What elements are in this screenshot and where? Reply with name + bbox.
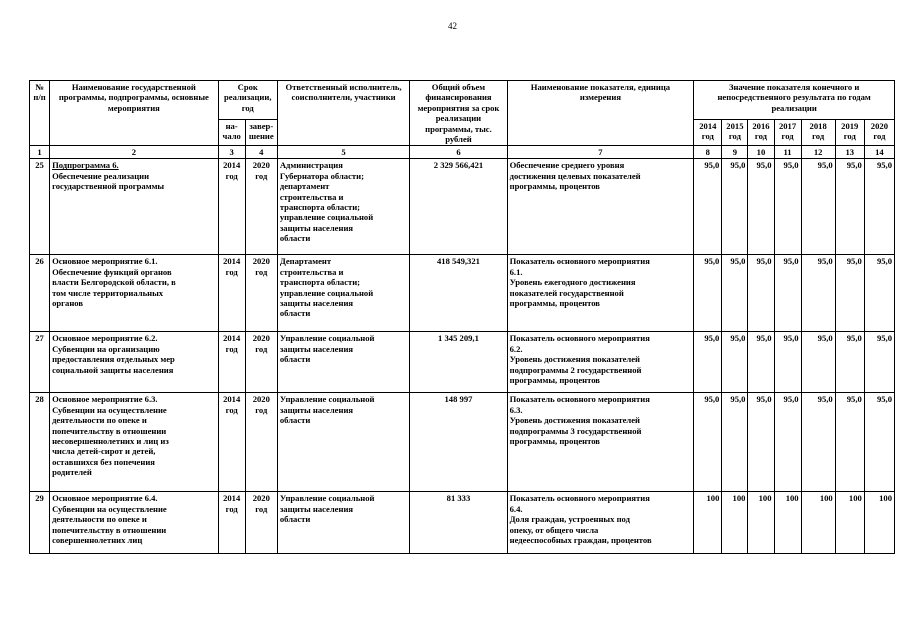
- start-line: 2014: [223, 256, 241, 267]
- row-start: [218, 393, 245, 492]
- table-row: [30, 332, 895, 393]
- name-line: Обеспечение функций органов: [52, 266, 172, 277]
- header-year: [694, 119, 722, 146]
- row-value: 95,0: [774, 393, 801, 492]
- row-value: 95,0: [694, 255, 722, 332]
- row-value: 95,0: [801, 159, 835, 255]
- indicator-line: показателей государственной: [509, 287, 624, 298]
- column-number: 2: [50, 146, 219, 159]
- row-value: 100: [801, 492, 835, 554]
- indicator-line: Показатель основного мероприятия: [509, 493, 650, 504]
- row-name: [50, 159, 219, 255]
- row-volume: 2 329 566,421: [410, 159, 507, 255]
- header-row-1: [30, 81, 895, 120]
- page-number: 42: [448, 21, 457, 31]
- header-year: [774, 119, 801, 146]
- executor-line: области: [279, 308, 311, 319]
- row-end: [245, 332, 277, 393]
- row-value: 95,0: [748, 159, 774, 255]
- start-line: год: [225, 266, 238, 277]
- row-value: 100: [748, 492, 774, 554]
- name-line: государственной программы: [52, 181, 165, 192]
- indicator-line: Показатель основного мероприятия: [509, 256, 650, 267]
- year-unit: год: [728, 130, 741, 141]
- row-value: 95,0: [748, 393, 774, 492]
- indicator-line: достижения целевых показателей: [509, 170, 641, 181]
- end-line: 2020: [252, 394, 270, 405]
- row-value: 100: [835, 492, 864, 554]
- row-name: [50, 492, 219, 554]
- row-name: [50, 255, 219, 332]
- row-end: [245, 393, 277, 492]
- column-number: 1: [30, 146, 50, 159]
- row-start: [218, 255, 245, 332]
- row-value: 95,0: [835, 393, 864, 492]
- row-value: 95,0: [774, 255, 801, 332]
- indicator-line: подпрограммы 2 государственной: [509, 364, 642, 375]
- indicator-line: программы, процентов: [509, 436, 600, 447]
- row-end: [245, 492, 277, 554]
- row-value: 95,0: [774, 332, 801, 393]
- indicator-line: Уровень ежегодного достижения: [509, 277, 636, 288]
- row-value: 100: [694, 492, 722, 554]
- year-unit: год: [812, 130, 825, 141]
- end-line: год: [255, 343, 268, 354]
- row-indicator: [507, 393, 694, 492]
- executor-line: строительства и: [279, 191, 344, 202]
- column-number: 14: [864, 146, 894, 159]
- header-indicator: Наименование показателя, единица измерения: [507, 81, 694, 146]
- executor-line: строительства и: [279, 266, 344, 277]
- row-start: [218, 332, 245, 393]
- row-end: [245, 255, 277, 332]
- name-line: совершеннолетних лиц: [52, 535, 143, 546]
- header-executor: Ответственный исполнитель, соисполнители, участники: [277, 81, 409, 146]
- name-line: деятельности по опеке и: [52, 415, 147, 426]
- indicator-line: Показатель основного мероприятия: [509, 394, 650, 405]
- subprogram-title: Подпрограмма 6.: [52, 160, 119, 171]
- row-value: 95,0: [694, 332, 722, 393]
- name-line: органов: [52, 298, 84, 309]
- row-volume: 81 333: [410, 492, 507, 554]
- row-number: 26: [30, 255, 50, 332]
- row-number: 29: [30, 492, 50, 554]
- name-line: Обеспечение реализации: [52, 170, 150, 181]
- header-term-end: завер-шение: [245, 119, 277, 146]
- indicator-line: программы, процентов: [509, 375, 600, 386]
- row-value: 100: [722, 492, 748, 554]
- executor-line: защиты населения: [279, 404, 354, 415]
- executor-line: управление социальной: [279, 287, 374, 298]
- header-term: Срок реализации, год: [218, 81, 277, 120]
- row-executor: [277, 255, 409, 332]
- start-line: год: [225, 170, 238, 181]
- name-line: Субвенции на осуществление: [52, 503, 167, 514]
- table-row: [30, 492, 895, 554]
- row-value: 95,0: [801, 393, 835, 492]
- indicator-line: программы, процентов: [509, 181, 600, 192]
- row-end: [245, 159, 277, 255]
- executor-line: области: [279, 233, 311, 244]
- name-line: попечительству в отношении: [52, 524, 167, 535]
- start-line: год: [225, 404, 238, 415]
- indicator-line: 6.4.: [509, 503, 523, 514]
- row-name: [50, 332, 219, 393]
- row-value: 95,0: [722, 255, 748, 332]
- row-executor: [277, 492, 409, 554]
- row-executor: [277, 159, 409, 255]
- row-value: 95,0: [748, 332, 774, 393]
- executor-line: защиты населения: [279, 503, 354, 514]
- table-body: [30, 146, 895, 554]
- start-line: год: [225, 503, 238, 514]
- executor-line: защиты населения: [279, 222, 354, 233]
- row-value: 95,0: [774, 159, 801, 255]
- executor-line: Губернатора области;: [279, 170, 364, 181]
- indicator-line: Доля граждан, устроенных под: [509, 514, 630, 525]
- name-line: числа детей-сирот и детей,: [52, 446, 156, 457]
- program-table: [29, 80, 895, 554]
- column-number: 6: [410, 146, 507, 159]
- executor-line: защиты населения: [279, 298, 354, 309]
- row-volume: 1 345 209,1: [410, 332, 507, 393]
- name-line: том числе территориальных: [52, 287, 164, 298]
- executor-line: транспорта области;: [279, 202, 361, 213]
- row-start: [218, 159, 245, 255]
- start-line: год: [225, 343, 238, 354]
- executor-line: Департамент: [279, 256, 332, 267]
- executor-line: Управление социальной: [279, 394, 375, 405]
- year-label: 2020: [870, 120, 888, 131]
- row-value: 100: [864, 492, 894, 554]
- indicator-line: Уровень достижения показателей: [509, 354, 640, 365]
- column-number: 8: [694, 146, 722, 159]
- name-line: социальной защиты населения: [52, 364, 174, 375]
- table-row: [30, 255, 895, 332]
- executor-line: защиты населения: [279, 343, 354, 354]
- row-indicator: [507, 492, 694, 554]
- name-line: Основное мероприятие 6.4.: [52, 493, 158, 504]
- row-value: 95,0: [694, 393, 722, 492]
- row-indicator: [507, 332, 694, 393]
- year-unit: год: [843, 130, 856, 141]
- column-number: 3: [218, 146, 245, 159]
- end-line: 2020: [252, 493, 270, 504]
- row-value: 95,0: [864, 393, 894, 492]
- end-line: год: [255, 170, 268, 181]
- row-volume: 418 549,321: [410, 255, 507, 332]
- executor-line: управление социальной: [279, 212, 374, 223]
- end-line: год: [255, 503, 268, 514]
- row-executor: [277, 393, 409, 492]
- row-number: 27: [30, 332, 50, 393]
- column-number: 11: [774, 146, 801, 159]
- header-values: Значение показателя конечного и непосредственного результата по годам реализации: [694, 81, 895, 120]
- column-number: 13: [835, 146, 864, 159]
- end-line: год: [255, 266, 268, 277]
- header-num: № п/п: [30, 81, 50, 146]
- executor-line: Администрация: [279, 160, 343, 171]
- year-label: 2017: [778, 120, 797, 131]
- year-label: 2016: [752, 120, 770, 131]
- year-unit: год: [873, 130, 886, 141]
- executor-line: департамент: [279, 181, 330, 192]
- indicator-line: Показатель основного мероприятия: [509, 333, 650, 344]
- executor-line: Управление социальной: [279, 333, 375, 344]
- header-year: [722, 119, 748, 146]
- table-row: [30, 393, 895, 492]
- indicator-line: опеку, от общего числа: [509, 524, 599, 535]
- row-value: 95,0: [801, 255, 835, 332]
- row-volume: 148 997: [410, 393, 507, 492]
- column-number-row: [30, 146, 895, 159]
- name-line: Основное мероприятие 6.3.: [52, 394, 158, 405]
- row-value: 95,0: [694, 159, 722, 255]
- row-value: 95,0: [835, 332, 864, 393]
- column-number: 9: [722, 146, 748, 159]
- name-line: Субвенции на осуществление: [52, 404, 167, 415]
- start-line: 2014: [223, 333, 241, 344]
- end-line: год: [255, 404, 268, 415]
- year-unit: год: [781, 130, 794, 141]
- header-year: [835, 119, 864, 146]
- header-volume: Общий объем финансирования мероприятия за срок реализации программы, тыс. рублей: [410, 81, 507, 146]
- row-start: [218, 492, 245, 554]
- row-number: 25: [30, 159, 50, 255]
- header-year: [801, 119, 835, 146]
- indicator-line: программы, процентов: [509, 298, 600, 309]
- column-number: 12: [801, 146, 835, 159]
- row-value: 95,0: [722, 393, 748, 492]
- row-name: [50, 393, 219, 492]
- header-term-start: на-чало: [218, 119, 245, 146]
- name-line: власти Белгородской области, в: [52, 277, 176, 288]
- end-line: 2020: [252, 160, 270, 171]
- indicator-line: Уровень достижения показателей: [509, 415, 640, 426]
- indicator-line: 6.3.: [509, 404, 523, 415]
- column-number: 10: [748, 146, 774, 159]
- column-number: 5: [277, 146, 409, 159]
- name-line: Основное мероприятие 6.2.: [52, 333, 158, 344]
- year-label: 2014: [699, 120, 717, 131]
- executor-line: транспорта области;: [279, 277, 361, 288]
- indicator-line: недееспособных граждан, процентов: [509, 535, 652, 546]
- row-value: 95,0: [722, 332, 748, 393]
- name-line: Основное мероприятие 6.1.: [52, 256, 158, 267]
- year-label: 2018: [809, 120, 827, 131]
- indicator-line: подпрограммы 3 государственной: [509, 425, 642, 436]
- row-value: 95,0: [801, 332, 835, 393]
- name-line: Субвенции на организацию: [52, 343, 160, 354]
- row-number: 28: [30, 393, 50, 492]
- name-line: деятельности по опеке и: [52, 514, 147, 525]
- year-label: 2015: [726, 120, 744, 131]
- name-line: родителей: [52, 467, 92, 478]
- column-number: 7: [507, 146, 694, 159]
- indicator-line: Обеспечение среднего уровня: [509, 160, 625, 171]
- indicator-line: 6.1.: [509, 266, 523, 277]
- header-year: [748, 119, 774, 146]
- indicator-line: 6.2.: [509, 343, 523, 354]
- header-year: [864, 119, 894, 146]
- row-value: 95,0: [835, 159, 864, 255]
- start-line: 2014: [223, 160, 241, 171]
- row-executor: [277, 332, 409, 393]
- end-line: 2020: [252, 256, 270, 267]
- header-name: Наименование государственной программы, подпрограммы, основные мероприятия: [50, 81, 219, 146]
- name-line: оставшихся без попечения: [52, 456, 155, 467]
- end-line: 2020: [252, 333, 270, 344]
- name-line: несовершеннолетних и лиц из: [52, 436, 169, 447]
- year-unit: год: [701, 130, 714, 141]
- table-row: [30, 159, 895, 255]
- row-indicator: [507, 255, 694, 332]
- name-line: попечительству в отношении: [52, 425, 167, 436]
- start-line: 2014: [223, 493, 241, 504]
- name-line: предоставления отдельных мер: [52, 354, 175, 365]
- row-value: 95,0: [835, 255, 864, 332]
- executor-line: области: [279, 415, 311, 426]
- column-number: 4: [245, 146, 277, 159]
- start-line: 2014: [223, 394, 241, 405]
- year-unit: год: [754, 130, 768, 141]
- year-label: 2019: [841, 120, 859, 131]
- row-value: 95,0: [864, 332, 894, 393]
- row-value: 100: [774, 492, 801, 554]
- row-value: 95,0: [748, 255, 774, 332]
- executor-line: Управление социальной: [279, 493, 375, 504]
- executor-line: области: [279, 514, 311, 525]
- row-value: 95,0: [864, 255, 894, 332]
- row-value: 95,0: [722, 159, 748, 255]
- row-indicator: [507, 159, 694, 255]
- executor-line: области: [279, 354, 311, 365]
- row-value: 95,0: [864, 159, 894, 255]
